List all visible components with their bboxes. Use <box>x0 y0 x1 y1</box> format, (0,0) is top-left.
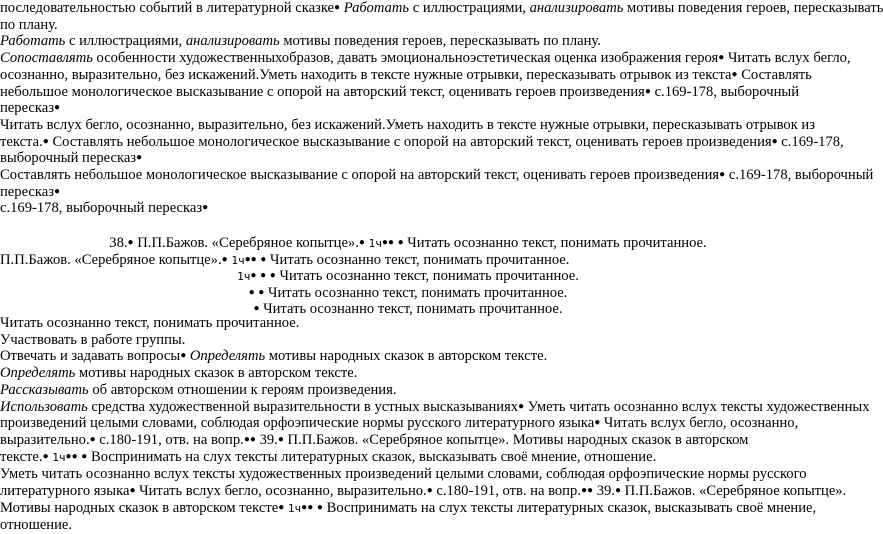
text-line: выборочный пересказ● <box>0 150 143 167</box>
centered-line-1: 38.● П.П.Бажов. «Серебряное копытце».● 1ч●● ● Читать осознанно текст, понимать прочитанное. <box>109 235 707 251</box>
paragraph-block-3 <box>0 315 870 534</box>
text-line: с.169-178, выборочный пересказ● <box>0 200 209 217</box>
text-line: Мотивы народных сказок в авторском тексте● 1ч●● ● Воспринимать на слух тексты литературных сказок, высказывать своё мнение, <box>0 499 817 516</box>
text-line: Составлять небольшое монологическое высказывание с опорой на авторский текст, оценивать героев произведения● с.169-178, выборочный <box>0 167 874 184</box>
text-line: пересказ● <box>0 183 61 200</box>
text-line: Уметь читать осознанно вслух тексты художественных произведений целыми словами, соблюдая орфоэпические нормы русского <box>0 466 807 483</box>
centered-line-4: ● Читать осознанно текст, понимать прочитанное. <box>253 301 563 317</box>
text-line: Использовать средства художественной выразительности в устных высказываниях● Уметь читать осознанно вслух тексты художественных <box>0 398 870 415</box>
text-line: по плану. <box>0 16 58 33</box>
text-line: Рассказывать об авторском отношении к героям произведения. <box>0 381 397 398</box>
line-15: П.П.Бажов. «Серебряное копытце».● 1ч●● ● Читать осознанно текст, понимать прочитанное. <box>0 252 570 268</box>
text-line: небольшое монологическое высказывание с опорой на авторский текст, оценивать героев произведения● с.169-178, выборочный <box>0 83 800 100</box>
text-line: отношение. <box>0 517 73 534</box>
text-line: осознанно, выразительно, без искажений.Уметь находить в тексте нужные отрывки, пересказывать отрывок из текста● Составлять <box>0 66 812 83</box>
centered-line-2: 1ч● ● ● Читать осознанно текст, понимать прочитанное. <box>237 268 579 284</box>
text-line: Читать осознанно текст, понимать прочитанное. <box>0 315 300 331</box>
centered-line-3: ● ● Читать осознанно текст, понимать прочитанное. <box>248 285 568 301</box>
text-line: Читать вслух бегло, осознанно, выразительно, без искажений.Уметь находить в тексте нужные отрывки, пересказывать отрывок из <box>0 116 816 133</box>
text-line: тексте.● 1ч●● ● Воспринимать на слух тексты литературных сказок, высказывать своё мнение, отношение. <box>0 448 657 465</box>
text-line: Сопоставлять особенности художественныхобразов, давать эмоциональноэстетическая оценка изображения героя● Читать вслух бегло, <box>0 50 851 67</box>
text-line: выразительно.● с.180-191, отв. на вопр.●● 39.● П.П.Бажов. «Серебряное копытце». Мотивы народных сказок в авторском <box>0 431 749 448</box>
text-line: Определять мотивы народных сказок в авторском тексте. <box>0 365 358 382</box>
text-line: пересказ● <box>0 100 61 117</box>
text-line: Участвовать в работе группы. <box>0 331 186 348</box>
paragraph-block-1 <box>0 0 883 217</box>
text-line: последовательностью событий в литературной сказке● Работать с иллюстрациями, анализировать мотивы поведения героев, пересказывать <box>0 0 883 16</box>
text-line: Отвечать и задавать вопросы● Определять мотивы народных сказок в авторском тексте. <box>0 348 548 365</box>
text-line: литературного языка● Читать вслух бегло, осознанно, выразительно.● с.180-191, отв. на вопр.●● 39.● П.П.Бажов. «Серебряное копытце». <box>0 483 847 500</box>
text-line: текста.● Составлять небольшое монологическое высказывание с опорой на авторский текст, оценивать героев произведения● с.169-178, <box>0 133 844 150</box>
text-line: Работать с иллюстрациями, анализировать мотивы поведения героев, пересказывать по плану. <box>0 33 601 50</box>
text-line: произведений целыми словами, соблюдая орфоэпические нормы русского литературного языка● Читать вслух бегло, осознанно, <box>0 415 799 432</box>
